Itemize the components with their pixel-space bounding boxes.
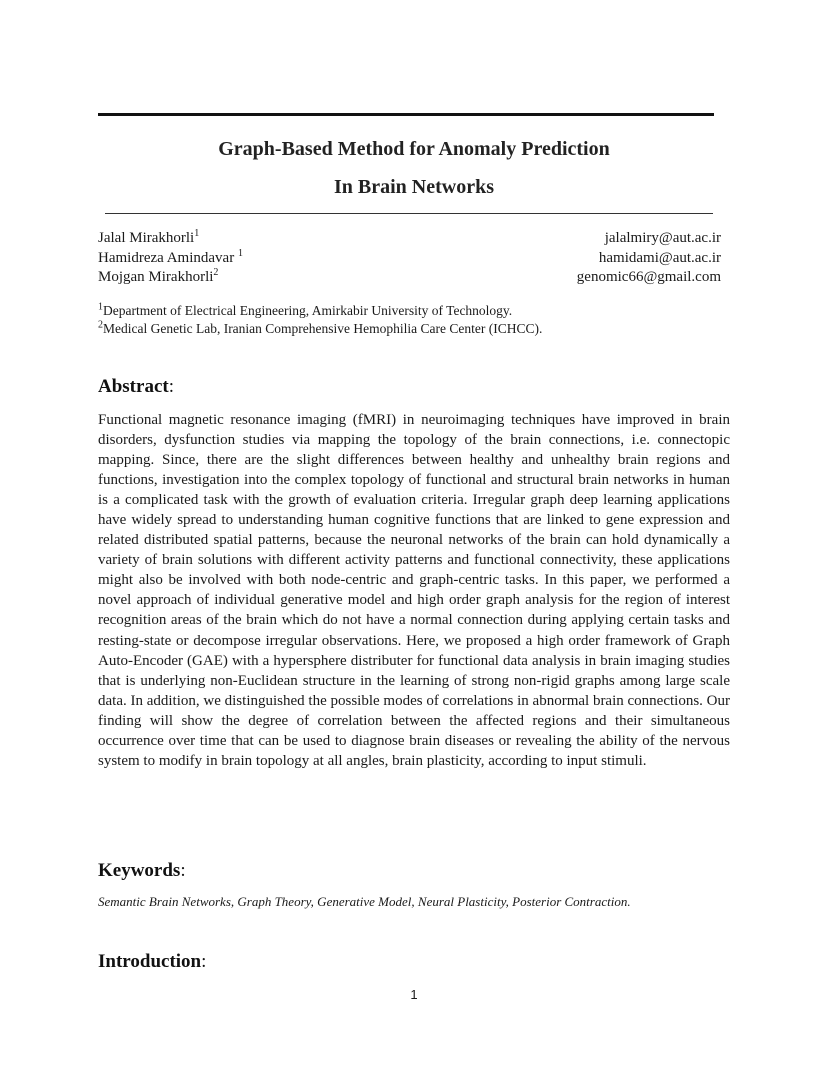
- paper-title-line-2: In Brain Networks: [333, 176, 494, 198]
- top-rule: [98, 113, 714, 116]
- author-list: [98, 229, 721, 288]
- author-email: hamidami@aut.ac.ir: [598, 249, 721, 266]
- affiliation: $^2$Medical Genetic Lab, Iranian Comprehensive Hemophilia Care Center (ICHCC).: [98, 319, 543, 336]
- paper-title-line-1: Graph-Based Method for Anomaly Prediction: [218, 138, 610, 160]
- author-affiliation-mark: 1: [194, 228, 200, 239]
- keywords-heading: Keywords:: [98, 860, 186, 881]
- author-affiliation-mark: 2: [213, 267, 219, 278]
- author-name: Jalal Mirakhorli$^1$: [98, 228, 200, 246]
- affiliation: $^1$Department of Electrical Engineering, Amirkabir University of Technology.: [98, 301, 513, 318]
- abstract-body: Functional magnetic resonance imaging (fMRI) in neuroimaging techniques have improved in brain disorders, dysfunction studies via mapping the topology of the brain connections, i.e. connectopic mapping. Since, there are the slight differences between healthy and unhealthy brain regions and functions, investigation into the complex topology of functional and structural brain networks in human is a complicated task with the growth of evaluation criteria. Irregular graph deep learning applications have widely spread to understanding human cognitive functions that are linked to gene expression and related distributed spatial patterns, because the neuronal networks of the brain can hold dynamically a variety of brain solutions with different activity patterns and functional connectivity, these applications might also be involved with both node-centric and graph-centric tasks. In this paper, we performed a novel approach of individual generative model and high order graph analysis for the region of interest recognition areas of the brain which do not have a normal connection during applying certain tasks and resting-state or decompose irregular observations. Here, we proposed a high order framework of Graph Auto-Encoder (GAE) with a hypersphere distributer for functional data analysis in brain imaging studies that is underlying non-Euclidean structure in the learning of strong non-rigid graphs among large scale data. In addition, we distinguished the possible modes of correlations in abnormal brain connections. Our finding will show the degree of correlation between the affected regions and their simultaneous occurrence over time that can be used to diagnose brain diseases or revealing the ability of the nervous system to modify in brain topology at all angles, brain plasticity, according to input stimuli.: [98, 412, 730, 769]
- author-row: [98, 229, 721, 249]
- affiliation-list: [98, 302, 728, 338]
- author-row: [98, 268, 721, 288]
- abstract-heading: Abstract:: [98, 376, 174, 397]
- author-row: [98, 249, 721, 269]
- keywords-list: Semantic Brain Networks, Graph Theory, Generative Model, Neural Plasticity, Posterior Contraction.: [98, 894, 631, 909]
- introduction-heading: Introduction:: [98, 951, 207, 972]
- author-affiliation-mark: 1: [237, 247, 243, 259]
- author-name: Mojgan Mirakhorli$^2$: [98, 267, 219, 285]
- author-name: Hamidreza Amindavar $^1$: [98, 247, 243, 266]
- author-email: jalalmiry@aut.ac.ir: [604, 230, 721, 246]
- author-email: genomic66@gmail.com: [576, 269, 721, 285]
- title-divider: [105, 213, 713, 214]
- page-number: 1: [410, 987, 418, 1002]
